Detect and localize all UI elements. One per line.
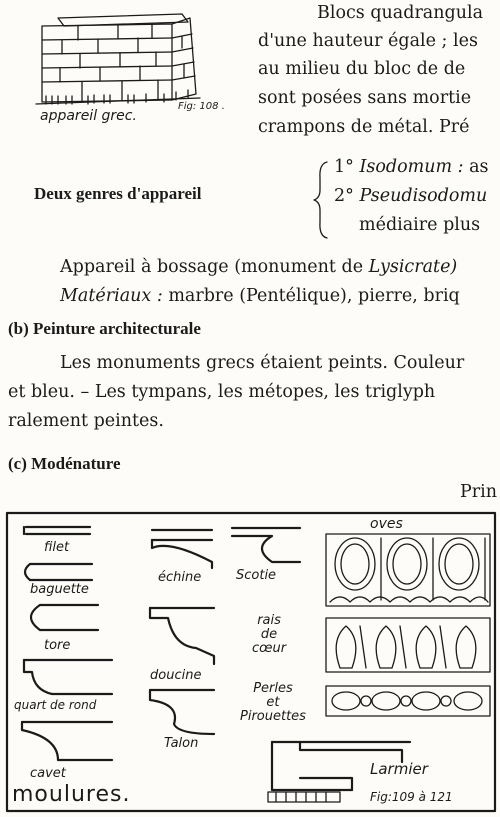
moulures-title: moulures. <box>12 782 131 807</box>
para1-line2: d'une hauteur égale ; les <box>258 31 478 51</box>
echine-label: échine <box>158 570 202 585</box>
perles-pirouettes-label: Perles et Pirouettes <box>240 681 306 724</box>
para1-line3: au milieu du bloc de de <box>258 59 466 79</box>
section-b-line3: ralement peintes. <box>8 411 164 431</box>
section-b-title: (b) Peinture architecturale <box>8 319 201 338</box>
tore-label: tore <box>44 638 71 653</box>
genres-item2: 2° Pseudisodomu <box>334 186 488 206</box>
talon-label: Talon <box>164 736 199 751</box>
section-c-title: (c) Modénature <box>8 454 121 473</box>
para1-line1: Blocs quadrangula <box>317 3 484 23</box>
bossage-line: Appareil à bossage (monument de Lysicrate) <box>60 257 458 277</box>
section-b-line2: et bleu. – Les tympans, les métopes, les triglyph <box>8 382 436 402</box>
baguette-label: baguette <box>30 582 89 597</box>
oves-label: oves <box>370 516 403 532</box>
filet-label: filet <box>44 540 70 555</box>
moulures-fig-number: Fig:109 à 121 <box>370 790 453 804</box>
cavet-label: cavet <box>30 766 66 781</box>
larmier-label: Larmier <box>370 760 428 778</box>
masonry-fig-number: Fig: 108 . <box>178 101 225 112</box>
quart-de-rond-label: quart de rond <box>14 698 97 712</box>
para1-line4: sont posées sans mortie <box>258 88 472 108</box>
rais-de-coeur-label: rais de cœur <box>252 613 287 656</box>
genres-item1: 1° Isodomum : as <box>334 157 489 177</box>
genres-item2-cont: médiaire plus <box>359 215 481 235</box>
section-c-right-text: Prin <box>460 482 498 502</box>
doucine-label: doucine <box>150 668 202 683</box>
para1-line5: crampons de métal. Pré <box>258 117 470 137</box>
genres-label: Deux genres d'appareil <box>34 184 202 203</box>
scotie-label: Scotie <box>236 568 277 583</box>
materiaux-line: Matériaux : marbre (Pentélique), pierre, briq <box>60 286 460 306</box>
masonry-caption: appareil grec. <box>40 108 137 124</box>
section-b-line1: Les monuments grecs étaient peints. Couleur <box>60 353 465 373</box>
